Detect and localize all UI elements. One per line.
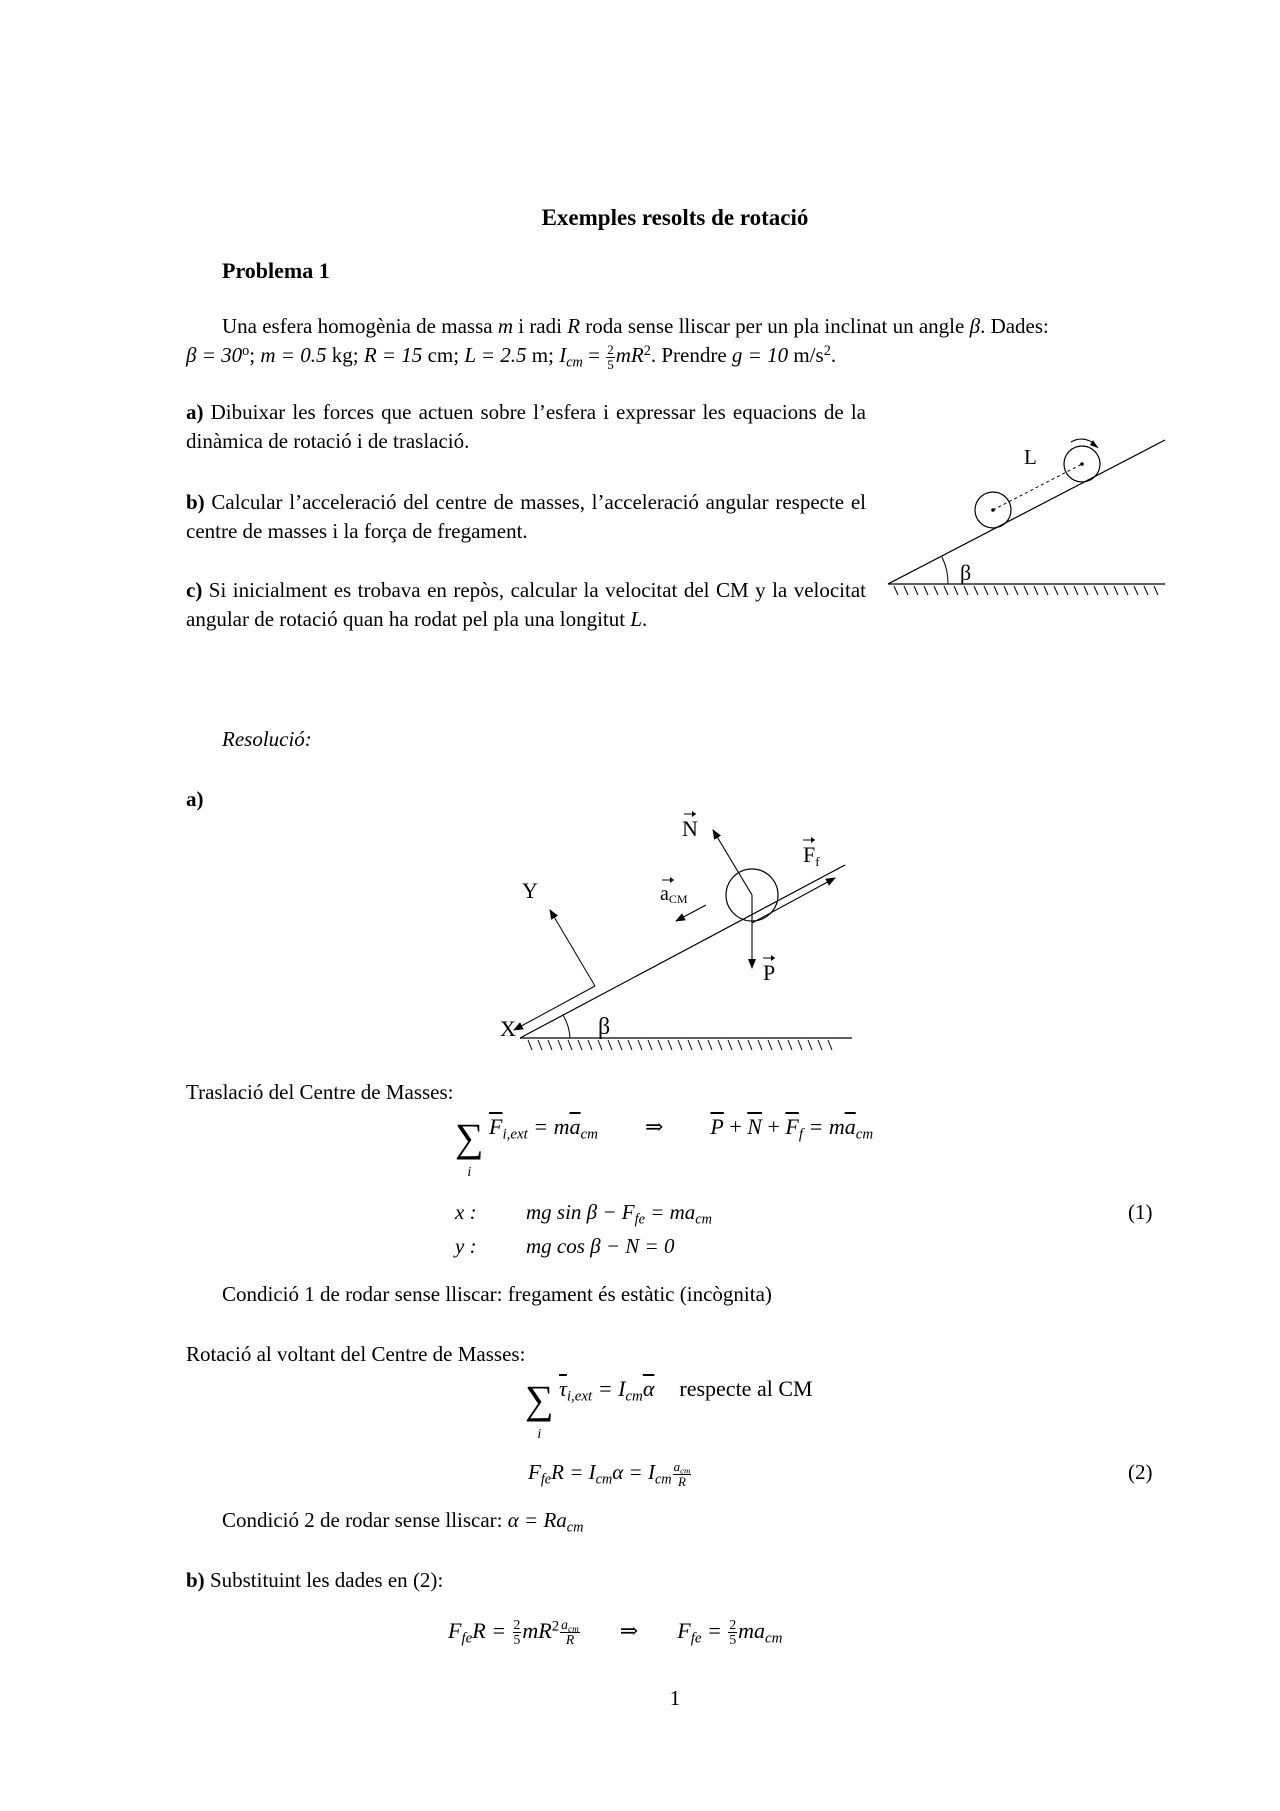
x-axis-arrow [514,986,595,1030]
part-b-statement: b) Calcular l’acceleració del centre de masses, l’acceleració angular respecte el centre de masses i la força de fregament. [186,490,866,544]
torque-equation: $F_{fe}R = I_{cm}\alpha = I_{cm}$ $\frac{a_{cm}}{R}$ [528,1459,691,1489]
resolution-heading: Resolució: [222,727,312,751]
inclined-plane-figure [880,420,1170,610]
rotation-law: ∑ i $\overline{\tau}_{i,ext} = I_{cm}\overline{\alpha}$ respecte al CM [525,1376,813,1442]
ground-hatching [894,586,1158,595]
equation-number-1: (1) [1128,1200,1153,1224]
fig1-l-label: L [1024,445,1037,469]
fig2-y-label: Y [522,878,538,903]
normal-force-arrow [713,830,752,895]
eq-x-component: mg $\sin \beta - F_{fe} = ma_{cm}$ [526,1200,712,1228]
eq-y-component: mg cos β − N = 0 [526,1234,675,1258]
eq-x-label: x : [455,1200,477,1224]
fig1-beta-label: β [960,560,972,585]
problem-heading: Problema 1 [222,258,330,283]
friction-substitution-equation: $F_{fe}R$ = $\frac{2}{5}$ $mR^2$ $\frac{a_{cm}}{R}$ ⇒ $F_{fe}$ = $\frac{2}{5}$ $ma_{cm}$ [448,1617,783,1648]
problem-statement: Una esfera homogènia de massa m i radi R roda sense lliscar per un pla inclinat un angle β. Dades: $\beta = 30^o$; m = 0.5 kg; R = 15 cm; L = 2.5 m; $I_{cm}$ = $\frac{2}{5}$ $mR^2$. Prendre g = 10 $m/s^2$. [186,314,1049,373]
eq-y-label: y : [455,1234,477,1258]
solution-a-label: a) [186,787,204,811]
page-title: Exemples resolts de rotació [541,205,809,230]
angle-arc [563,1015,570,1038]
equation-number-2: (2) [1128,1460,1153,1484]
fig2-n-label: N [682,816,698,841]
rolling-condition-1: Condició 1 de rodar sense lliscar: fregament és estàtic (incògnita) [222,1282,772,1306]
fig2-x-label: X [500,1016,516,1041]
fig2-acm-label: aCM [660,883,688,906]
fig2-beta-label: β [598,1014,611,1040]
newton-second-law: ∑ i $\overline{F}_{i,ext} = m\overline{a}_{cm}$ ⇒ $\overline{P} + \overline{N} + \overline{F}_f = m\overline{a}_{cm}$ [455,1114,874,1180]
part-c-statement: c) Si inicialment es trobava en repòs, calcular la velocitat del CM y la velocitat angular de rotació quan ha rodat pel pla una longitut L. [186,578,866,632]
fig2-p-label: P [763,960,776,985]
fig2-ff-label: Ff [803,842,820,869]
y-axis-arrow [550,910,595,986]
rolling-condition-2: Condició 2 de rodar sense lliscar: $\alpha = Ra_{cm}$ [222,1508,584,1536]
ground-hatching [528,1040,832,1050]
translation-heading: Traslació del Centre de Masses: [186,1080,454,1104]
page-number: 1 [669,1686,681,1710]
incline-line [520,865,845,1038]
solution-b-intro: b) Substituint les dades en (2): [186,1568,444,1592]
force-diagram [490,808,870,1068]
rotation-heading: Rotació al voltant del Centre de Masses: [186,1342,526,1366]
part-a-statement: a) Dibuixar les forces que actuen sobre l’esfera i expressar les equacions de la dinàmica de rotació i de traslació. [186,400,867,454]
angle-arc [942,557,948,584]
friction-force-arrow [752,878,835,923]
distance-line [993,464,1082,510]
acceleration-arrow [676,905,706,921]
